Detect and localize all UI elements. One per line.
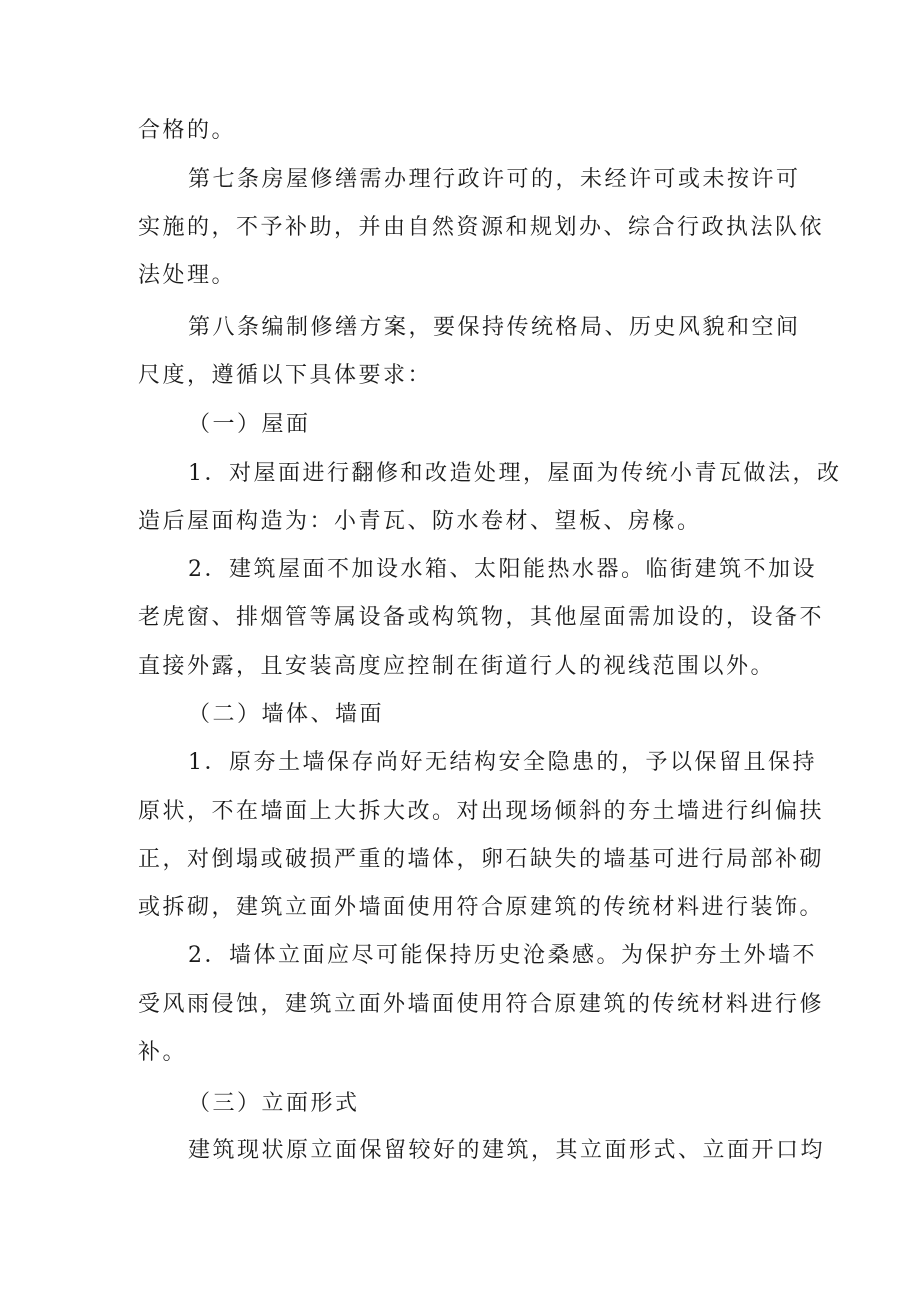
text-line: 实施的，不予补助，并由自然资源和规划办、综合行政执法队依 — [138, 215, 825, 240]
text-line: 原状，不在墙面上大拆大改。对出现场倾斜的夯土墙进行纠偏扶 — [138, 799, 825, 824]
text-line: 尺度，遵循以下具体要求： — [138, 363, 433, 388]
text-line: 合格的。 — [138, 118, 237, 143]
text-line: 造后屋面构造为：小青瓦、防水卷材、望板、房椽。 — [138, 509, 702, 534]
text-line: 2．建筑屋面不加设水箱、太阳能热水器。临街建筑不加设 — [188, 557, 817, 582]
section-heading-roof: （一）屋面 — [188, 412, 311, 437]
text-line: 补。 — [138, 1040, 188, 1065]
text-line: 受风雨侵蚀，建筑立面外墙面使用符合原建筑的传统材料进行修 — [138, 992, 825, 1017]
text-line: 法处理。 — [138, 263, 237, 288]
text-line: 建筑现状原立面保留较好的建筑，其立面形式、立面开口均 — [188, 1138, 826, 1163]
text-line: 或拆砌，建筑立面外墙面使用符合原建筑的传统材料进行装饰。 — [138, 895, 825, 920]
text-line: 老虎窗、排烟管等属设备或构筑物，其他屋面需加设的，设备不 — [138, 605, 825, 630]
text-line: 正，对倒塌或破损严重的墙体，卵石缺失的墙基可进行局部补砌 — [138, 847, 825, 872]
text-line: 1．对屋面进行翻修和改造处理，屋面为传统小青瓦做法，改 — [188, 461, 842, 486]
section-heading-walls: （二）墙体、墙面 — [188, 702, 385, 727]
article-7-heading-line: 第七条房屋修缮需办理行政许可的，未经许可或未按许可 — [188, 167, 801, 192]
article-8-heading-line: 第八条编制修缮方案，要保持传统格局、历史风貌和空间 — [188, 315, 801, 340]
text-line: 1．原夯土墙保存尚好无结构安全隐患的，予以保留且保持 — [188, 750, 817, 775]
text-line: 2．墙体立面应尽可能保持历史沧桑感。为保护夯土外墙不 — [188, 943, 817, 968]
text-line: 直接外露，且安装高度应控制在街道行人的视线范围以外。 — [138, 654, 776, 679]
section-heading-facade: （三）立面形式 — [188, 1091, 360, 1116]
